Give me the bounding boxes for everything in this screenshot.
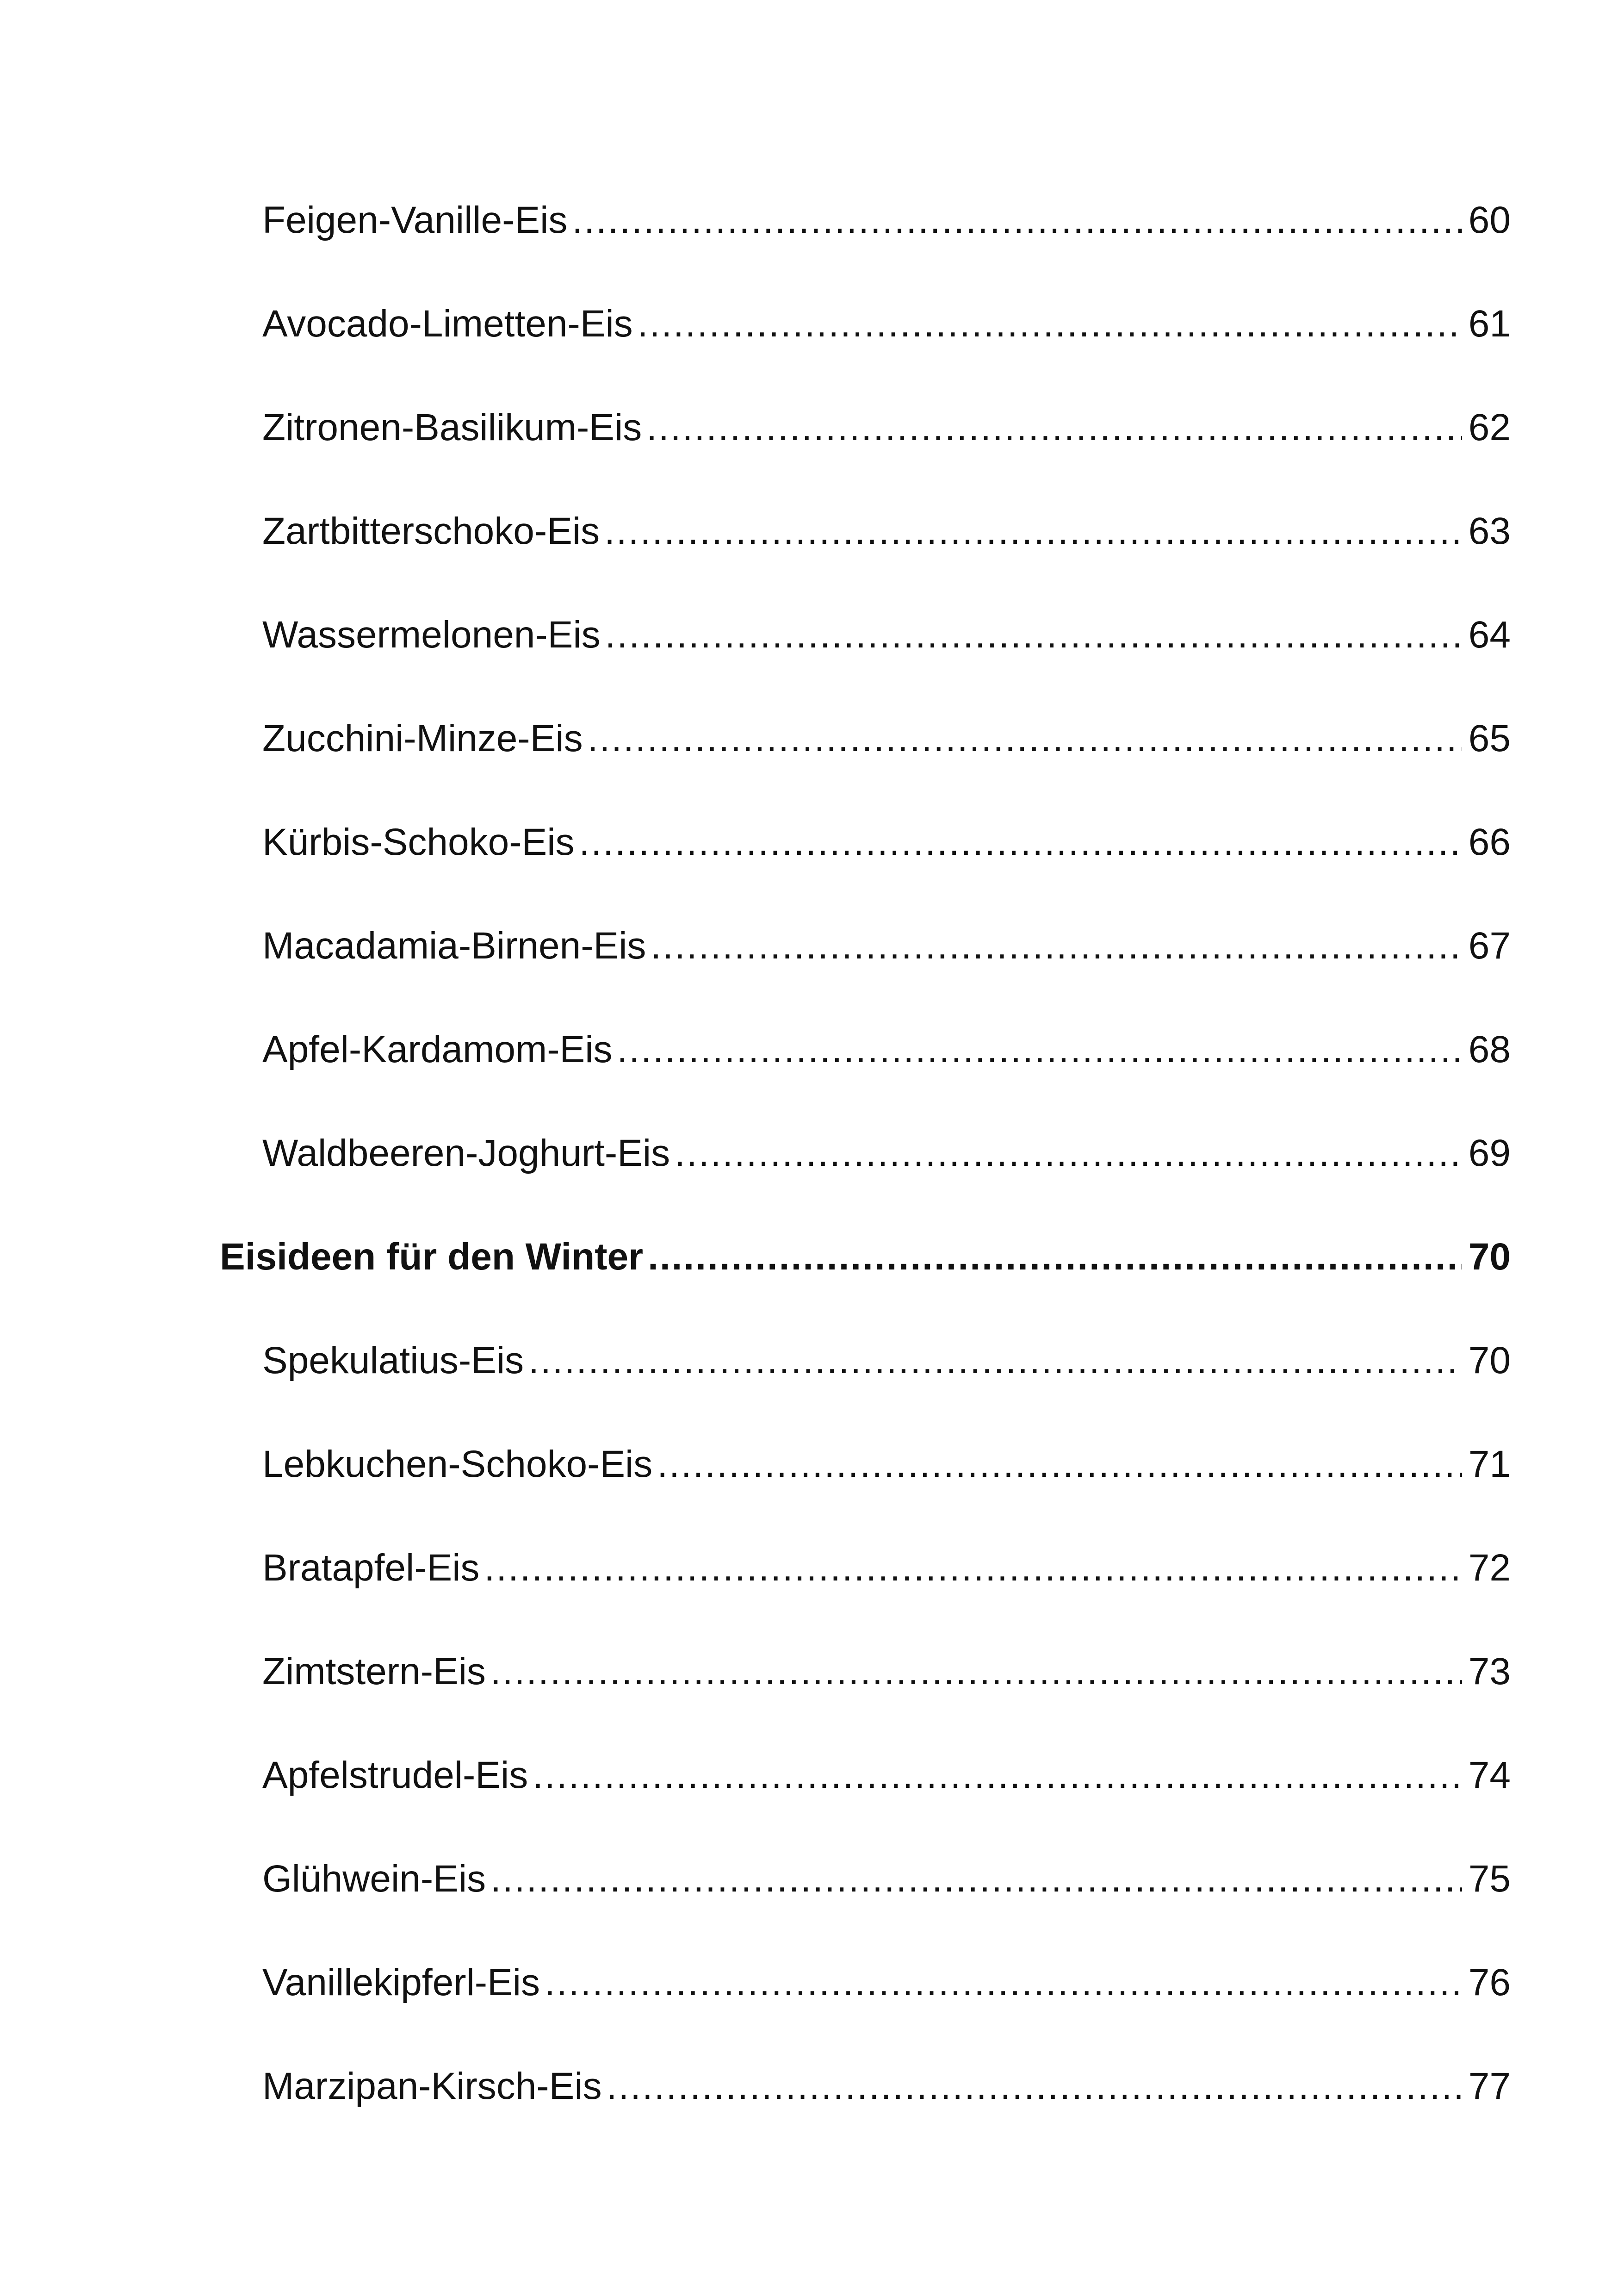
dot-leader xyxy=(490,1860,1462,1898)
toc-entry-page-number: 74 xyxy=(1468,1754,1511,1796)
toc-entry-page-number: 77 xyxy=(1468,2065,1511,2107)
dot-leader xyxy=(607,2067,1462,2105)
toc-entry[interactable] xyxy=(220,1715,1511,1818)
toc-entry[interactable] xyxy=(220,989,1511,1093)
toc-entry[interactable] xyxy=(220,1507,1511,1611)
dot-leader xyxy=(490,1653,1462,1691)
dot-leader xyxy=(651,927,1462,965)
toc-entry-page-number: 61 xyxy=(1468,303,1511,345)
toc-entry[interactable] xyxy=(220,1404,1511,1507)
toc-entry[interactable] xyxy=(220,885,1511,989)
toc-entry-page-number: 65 xyxy=(1468,717,1511,759)
dot-leader xyxy=(646,409,1462,447)
dot-leader xyxy=(617,1031,1462,1069)
dot-leader xyxy=(657,1445,1462,1483)
toc-entry-page-number: 75 xyxy=(1468,1858,1511,1900)
toc-entry-title: Zartbitterschoko-Eis xyxy=(262,510,600,552)
toc-entry-page-number: 76 xyxy=(1468,1961,1511,2004)
toc-entry-title: Waldbeeren-Joghurt-Eis xyxy=(262,1132,670,1174)
toc-entry-title: Zimtstern-Eis xyxy=(262,1650,486,1692)
toc-entry[interactable] xyxy=(220,160,1511,263)
dot-leader xyxy=(605,616,1462,654)
toc-entry-title: Wassermelonen-Eis xyxy=(262,614,601,656)
toc-entry-title: Spekulatius-Eis xyxy=(262,1339,524,1381)
toc-section-page-number: 70 xyxy=(1468,1236,1511,1278)
toc-entry-page-number: 68 xyxy=(1468,1028,1511,1070)
dot-leader xyxy=(579,823,1462,861)
toc-entry[interactable] xyxy=(220,574,1511,678)
toc-entry[interactable] xyxy=(220,367,1511,471)
toc-entry-page-number: 70 xyxy=(1468,1339,1511,1381)
toc-entry[interactable] xyxy=(220,1922,1511,2026)
toc-section-heading[interactable] xyxy=(220,1196,1511,1300)
table-of-contents xyxy=(220,160,1511,2129)
toc-entry[interactable] xyxy=(220,2026,1511,2129)
toc-entry-title: Vanillekipferl-Eis xyxy=(262,1961,540,2004)
toc-entry-title: Feigen-Vanille-Eis xyxy=(262,199,568,241)
toc-section-title: Eisideen für den Winter xyxy=(220,1236,644,1278)
toc-entry-title: Zucchini-Minze-Eis xyxy=(262,717,583,759)
toc-entry[interactable] xyxy=(220,1611,1511,1715)
toc-entry-page-number: 71 xyxy=(1468,1443,1511,1485)
toc-entry[interactable] xyxy=(220,1093,1511,1196)
dot-leader xyxy=(638,305,1462,343)
dot-leader xyxy=(604,512,1462,550)
toc-entry-title: Bratapfel-Eis xyxy=(262,1547,480,1589)
toc-entry[interactable] xyxy=(220,263,1511,367)
toc-entry[interactable] xyxy=(220,1300,1511,1404)
dot-leader xyxy=(572,201,1462,239)
toc-entry-page-number: 67 xyxy=(1468,925,1511,967)
toc-entry-page-number: 66 xyxy=(1468,821,1511,863)
dot-leader xyxy=(588,720,1462,758)
dot-leader xyxy=(484,1549,1462,1587)
toc-entry-title: Kürbis-Schoko-Eis xyxy=(262,821,575,863)
toc-entry[interactable] xyxy=(220,782,1511,885)
toc-entry-title: Apfelstrudel-Eis xyxy=(262,1754,528,1796)
toc-entry-title: Glühwein-Eis xyxy=(262,1858,486,1900)
dot-leader xyxy=(675,1134,1462,1172)
toc-entry[interactable] xyxy=(220,471,1511,574)
dot-leader xyxy=(648,1238,1462,1276)
toc-entry-title: Marzipan-Kirsch-Eis xyxy=(262,2065,602,2107)
toc-entry-title: Apfel-Kardamom-Eis xyxy=(262,1028,613,1070)
dot-leader xyxy=(545,1964,1462,2002)
toc-entry-page-number: 64 xyxy=(1468,614,1511,656)
toc-entry-title: Lebkuchen-Schoko-Eis xyxy=(262,1443,653,1485)
toc-entry-title: Zitronen-Basilikum-Eis xyxy=(262,406,642,448)
toc-entry-title: Avocado-Limetten-Eis xyxy=(262,303,633,345)
toc-entry-page-number: 73 xyxy=(1468,1650,1511,1692)
toc-entry-page-number: 69 xyxy=(1468,1132,1511,1174)
toc-entry[interactable] xyxy=(220,1818,1511,1922)
toc-entry-page-number: 60 xyxy=(1468,199,1511,241)
dot-leader xyxy=(528,1342,1462,1380)
toc-entry[interactable] xyxy=(220,678,1511,782)
toc-entry-title: Macadamia-Birnen-Eis xyxy=(262,925,646,967)
toc-entry-page-number: 63 xyxy=(1468,510,1511,552)
toc-entry-page-number: 62 xyxy=(1468,406,1511,448)
toc-entry-page-number: 72 xyxy=(1468,1547,1511,1589)
dot-leader xyxy=(533,1756,1462,1794)
